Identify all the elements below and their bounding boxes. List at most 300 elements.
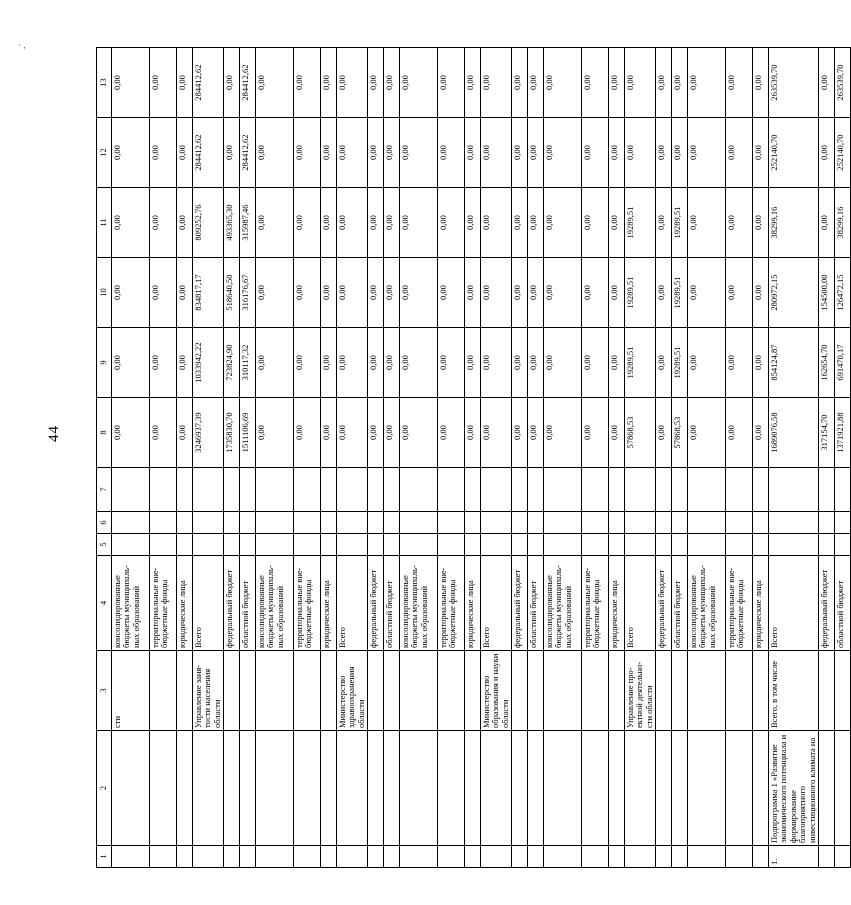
cell-value-col-10: 0,00	[321, 258, 337, 328]
cell-col-4: юридические лица	[321, 556, 337, 651]
cell-col-3	[294, 651, 321, 731]
cell-value-col-13: 0,00	[294, 48, 321, 118]
cell-col-5	[625, 534, 656, 556]
cell-col-1	[112, 846, 150, 868]
cell-col-2	[224, 731, 240, 846]
cell-value-col-12: 0,00	[400, 118, 438, 188]
cell-value-col-11: 0,00	[321, 188, 337, 258]
cell-col-3	[672, 651, 688, 731]
column-number-header: 6	[97, 512, 112, 534]
cell-col-5	[834, 534, 850, 556]
cell-col-2	[193, 731, 224, 846]
table-row	[337, 48, 368, 868]
column-number-header: 3	[97, 651, 112, 731]
table-row	[224, 48, 240, 868]
cell-col-2: Подпрограмма 1 «Развитие экономического потенциала и формирование благоприятного инвестиционного климата на	[769, 731, 819, 846]
cell-value-col-8: 0,00	[177, 398, 193, 468]
cell-value-col-12: 0,00	[438, 118, 465, 188]
cell-col-4: областной бюджет	[240, 556, 256, 651]
cell-value-col-13: 263539,70	[769, 48, 819, 118]
cell-value-col-11: 0,00	[384, 188, 400, 258]
cell-value-col-9: 0,00	[294, 328, 321, 398]
cell-value-col-12: 0,00	[368, 118, 384, 188]
cell-value-col-12: 0,00	[256, 118, 294, 188]
cell-col-2	[112, 731, 150, 846]
cell-value-col-13: 0,00	[384, 48, 400, 118]
cell-col-6	[834, 512, 850, 534]
cell-col-4: территориальные вне-бюджетные фонды	[294, 556, 321, 651]
cell-col-7	[294, 468, 321, 512]
cell-col-4: консолидированные бюджеты муниципаль-ных образований	[688, 556, 726, 651]
cell-value-col-12: 0,00	[337, 118, 368, 188]
cell-value-col-9: 0,00	[384, 328, 400, 398]
cell-value-col-11: 0,00	[256, 188, 294, 258]
cell-col-5	[656, 534, 672, 556]
cell-col-6	[177, 512, 193, 534]
table-row	[177, 48, 193, 868]
cell-value-col-11: 19289,51	[625, 188, 656, 258]
cell-value-col-9: 0,00	[688, 328, 726, 398]
cell-value-col-13: 0,00	[672, 48, 688, 118]
cell-value-col-13: 0,00	[753, 48, 769, 118]
cell-value-col-8: 0,00	[656, 398, 672, 468]
cell-value-col-13: 0,00	[726, 48, 753, 118]
cell-col-7	[224, 468, 240, 512]
cell-value-col-11: 315987,46	[240, 188, 256, 258]
cell-value-col-10: 0,00	[656, 258, 672, 328]
cell-value-col-10: 0,00	[688, 258, 726, 328]
cell-value-col-8: 1689076,58	[769, 398, 819, 468]
cell-col-5	[582, 534, 609, 556]
cell-value-col-13: 0,00	[818, 48, 834, 118]
cell-col-5	[753, 534, 769, 556]
cell-col-2	[512, 731, 528, 846]
cell-col-5	[481, 534, 512, 556]
cell-value-col-11: 0,00	[726, 188, 753, 258]
cell-value-col-9: 0,00	[512, 328, 528, 398]
cell-value-col-13: 0,00	[512, 48, 528, 118]
cell-value-col-9: 723824,90	[224, 328, 240, 398]
cell-col-6	[512, 512, 528, 534]
cell-value-col-13: 0,00	[256, 48, 294, 118]
cell-col-3	[256, 651, 294, 731]
column-number-header: 10	[97, 258, 112, 328]
cell-col-3	[726, 651, 753, 731]
cell-col-7	[193, 468, 224, 512]
cell-value-col-13: 284412,62	[240, 48, 256, 118]
cell-col-2	[481, 731, 512, 846]
cell-col-3	[400, 651, 438, 731]
cell-value-col-12: 284412,62	[193, 118, 224, 188]
cell-value-col-8: 0,00	[528, 398, 544, 468]
cell-value-col-8: 1511106,69	[240, 398, 256, 468]
cell-value-col-11: 809252,76	[193, 188, 224, 258]
cell-col-5	[688, 534, 726, 556]
cell-value-col-10: 0,00	[368, 258, 384, 328]
cell-value-col-12: 0,00	[112, 118, 150, 188]
table-row	[753, 48, 769, 868]
cell-col-4: федеральный бюджет	[368, 556, 384, 651]
cell-col-3: Министерство здравоохранения области	[337, 651, 368, 731]
cell-value-col-11: 38299,16	[834, 188, 850, 258]
cell-col-6	[294, 512, 321, 534]
cell-col-6	[609, 512, 625, 534]
cell-col-1	[465, 846, 481, 868]
cell-value-col-13: 0,00	[150, 48, 177, 118]
cell-col-5	[294, 534, 321, 556]
table-row	[769, 48, 819, 868]
cell-value-col-12: 0,00	[150, 118, 177, 188]
cell-col-4: юридические лица	[609, 556, 625, 651]
cell-value-col-12: 0,00	[294, 118, 321, 188]
cell-value-col-8: 0,00	[294, 398, 321, 468]
cell-col-2	[150, 731, 177, 846]
cell-col-5	[769, 534, 819, 556]
page-number: 44	[46, 425, 62, 442]
cell-col-6	[337, 512, 368, 534]
table-row	[150, 48, 177, 868]
cell-col-3	[384, 651, 400, 731]
cell-col-1	[672, 846, 688, 868]
cell-col-7	[384, 468, 400, 512]
cell-value-col-9: 0,00	[256, 328, 294, 398]
cell-value-col-12: 252140,70	[834, 118, 850, 188]
cell-value-col-13: 0,00	[224, 48, 240, 118]
cell-col-5	[818, 534, 834, 556]
cell-col-4: областной бюджет	[834, 556, 850, 651]
cell-col-3	[582, 651, 609, 731]
table-row	[726, 48, 753, 868]
cell-col-1	[656, 846, 672, 868]
cell-col-3: Всего, в том числе	[769, 651, 819, 731]
table-row	[609, 48, 625, 868]
cell-value-col-9: 854124,87	[769, 328, 819, 398]
cell-value-col-9: 19289,51	[625, 328, 656, 398]
cell-col-4: Всего	[481, 556, 512, 651]
cell-col-7	[582, 468, 609, 512]
cell-col-7	[769, 468, 819, 512]
column-number-header: 7	[97, 468, 112, 512]
cell-col-2	[240, 731, 256, 846]
cell-value-col-13: 284412,62	[193, 48, 224, 118]
cell-value-col-11: 493365,30	[224, 188, 240, 258]
cell-col-1	[193, 846, 224, 868]
cell-col-2	[400, 731, 438, 846]
cell-col-4: областной бюджет	[672, 556, 688, 651]
cell-col-2	[528, 731, 544, 846]
cell-col-1	[438, 846, 465, 868]
cell-value-col-9: 0,00	[368, 328, 384, 398]
cell-value-col-13: 0,00	[177, 48, 193, 118]
cell-value-col-11: 0,00	[465, 188, 481, 258]
column-number-header: 5	[97, 534, 112, 556]
table-row	[112, 48, 150, 868]
cell-col-3	[656, 651, 672, 731]
cell-value-col-8: 0,00	[384, 398, 400, 468]
table-row	[368, 48, 384, 868]
cell-value-col-13: 0,00	[656, 48, 672, 118]
cell-col-7	[688, 468, 726, 512]
cell-col-6	[672, 512, 688, 534]
cell-col-1	[625, 846, 656, 868]
cell-col-7	[400, 468, 438, 512]
cell-value-col-8: 0,00	[481, 398, 512, 468]
cell-value-col-8: 0,00	[438, 398, 465, 468]
cell-col-6	[193, 512, 224, 534]
cell-col-4: областной бюджет	[384, 556, 400, 651]
cell-value-col-11: 0,00	[656, 188, 672, 258]
cell-value-col-8: 57868,53	[625, 398, 656, 468]
cell-col-4: территориальные вне-бюджетные фонды	[582, 556, 609, 651]
cell-col-3	[753, 651, 769, 731]
cell-value-col-10: 0,00	[582, 258, 609, 328]
cell-col-5	[609, 534, 625, 556]
cell-col-3	[528, 651, 544, 731]
cell-col-7	[177, 468, 193, 512]
cell-col-4: Всего	[193, 556, 224, 651]
cell-col-6	[224, 512, 240, 534]
column-number-header: 11	[97, 188, 112, 258]
cell-value-col-8: 1371921,88	[834, 398, 850, 468]
cell-value-col-12: 0,00	[544, 118, 582, 188]
cell-col-7	[150, 468, 177, 512]
cell-col-1	[834, 846, 850, 868]
cell-value-col-11: 0,00	[609, 188, 625, 258]
cell-value-col-8: 57868,53	[672, 398, 688, 468]
cell-value-col-11: 0,00	[294, 188, 321, 258]
cell-col-3	[224, 651, 240, 731]
cell-value-col-9: 0,00	[321, 328, 337, 398]
cell-value-col-8: 1735830,70	[224, 398, 240, 468]
cell-col-1	[582, 846, 609, 868]
cell-value-col-9: 0,00	[582, 328, 609, 398]
cell-value-col-12: 0,00	[688, 118, 726, 188]
table-row	[384, 48, 400, 868]
cell-value-col-10: 19289,51	[672, 258, 688, 328]
table-row	[582, 48, 609, 868]
cell-col-7	[321, 468, 337, 512]
cell-col-1	[400, 846, 438, 868]
cell-col-7	[834, 468, 850, 512]
cell-value-col-12: 0,00	[224, 118, 240, 188]
cell-value-col-13: 0,00	[112, 48, 150, 118]
cell-col-2	[177, 731, 193, 846]
cell-value-col-9: 0,00	[656, 328, 672, 398]
cell-value-col-10: 0,00	[337, 258, 368, 328]
cell-value-col-8: 0,00	[256, 398, 294, 468]
cell-col-4: Всего	[769, 556, 819, 651]
cell-value-col-11: 0,00	[150, 188, 177, 258]
cell-value-col-11: 0,00	[688, 188, 726, 258]
cell-col-4: юридические лица	[753, 556, 769, 651]
cell-col-5	[321, 534, 337, 556]
budget-table	[96, 47, 851, 868]
cell-value-col-9: 0,00	[753, 328, 769, 398]
cell-value-col-13: 0,00	[582, 48, 609, 118]
cell-value-col-9: 310117,32	[240, 328, 256, 398]
cell-value-col-12: 0,00	[528, 118, 544, 188]
cell-value-col-8: 0,00	[582, 398, 609, 468]
cell-value-col-8: 0,00	[753, 398, 769, 468]
cell-col-5	[240, 534, 256, 556]
cell-value-col-13: 0,00	[400, 48, 438, 118]
cell-col-2	[818, 731, 834, 846]
cell-value-col-13: 0,00	[544, 48, 582, 118]
cell-value-col-10: 0,00	[256, 258, 294, 328]
table-row	[400, 48, 438, 868]
cell-col-5	[112, 534, 150, 556]
cell-col-4: территориальные вне-бюджетные фонды	[726, 556, 753, 651]
cell-value-col-9: 0,00	[481, 328, 512, 398]
cell-value-col-11: 38299,16	[769, 188, 819, 258]
cell-value-col-12: 0,00	[625, 118, 656, 188]
column-number-header: 2	[97, 731, 112, 846]
cell-value-col-9: 0,00	[528, 328, 544, 398]
cell-col-2	[321, 731, 337, 846]
cell-col-3	[465, 651, 481, 731]
cell-value-col-13: 0,00	[688, 48, 726, 118]
cell-value-col-13: 263539,70	[834, 48, 850, 118]
cell-value-col-11: 0,00	[400, 188, 438, 258]
cell-value-col-13: 0,00	[337, 48, 368, 118]
cell-value-col-12: 0,00	[321, 118, 337, 188]
cell-value-col-13: 0,00	[625, 48, 656, 118]
table-row	[465, 48, 481, 868]
cell-value-col-9: 691470,17	[834, 328, 850, 398]
column-number-header: 13	[97, 48, 112, 118]
cell-col-3	[438, 651, 465, 731]
cell-col-2	[656, 731, 672, 846]
cell-value-col-8: 0,00	[609, 398, 625, 468]
cell-value-col-10: 0,00	[384, 258, 400, 328]
cell-value-col-10: 19289,51	[625, 258, 656, 328]
cell-value-col-11: 0,00	[337, 188, 368, 258]
cell-value-col-9: 0,00	[465, 328, 481, 398]
cell-value-col-9: 0,00	[609, 328, 625, 398]
cell-col-3	[818, 651, 834, 731]
cell-value-col-8: 0,00	[150, 398, 177, 468]
cell-col-7	[481, 468, 512, 512]
cell-value-col-12: 252140,70	[769, 118, 819, 188]
cell-col-3: Управление про-ектной деятельно-сти области	[625, 651, 656, 731]
table-row	[481, 48, 512, 868]
cell-col-2	[256, 731, 294, 846]
cell-value-col-9: 0,00	[726, 328, 753, 398]
cell-col-5	[177, 534, 193, 556]
cell-value-col-10: 0,00	[294, 258, 321, 328]
cell-col-6	[656, 512, 672, 534]
cell-col-2	[465, 731, 481, 846]
table-row	[818, 48, 834, 868]
cell-value-col-10: 154500,00	[818, 258, 834, 328]
cell-col-1	[294, 846, 321, 868]
cell-col-6	[726, 512, 753, 534]
cell-col-1: 1.	[769, 846, 819, 868]
cell-value-col-9: 162654,70	[818, 328, 834, 398]
cell-col-1	[177, 846, 193, 868]
cell-col-4: Всего	[337, 556, 368, 651]
cell-value-col-12: 0,00	[582, 118, 609, 188]
cell-col-2	[688, 731, 726, 846]
cell-col-4: федеральный бюджет	[512, 556, 528, 651]
cell-col-3	[321, 651, 337, 731]
cell-value-col-9: 0,00	[438, 328, 465, 398]
table-row	[240, 48, 256, 868]
cell-col-6	[625, 512, 656, 534]
cell-value-col-8: 0,00	[726, 398, 753, 468]
cell-value-col-9: 0,00	[400, 328, 438, 398]
table-row	[512, 48, 528, 868]
cell-value-col-11: 0,00	[368, 188, 384, 258]
cell-value-col-9: 0,00	[150, 328, 177, 398]
cell-value-col-8: 0,00	[688, 398, 726, 468]
cell-col-7	[368, 468, 384, 512]
cell-col-5	[672, 534, 688, 556]
table-row	[193, 48, 224, 868]
cell-col-2	[384, 731, 400, 846]
cell-col-6	[465, 512, 481, 534]
cell-value-col-12: 0,00	[753, 118, 769, 188]
cell-col-6	[368, 512, 384, 534]
cell-col-6	[688, 512, 726, 534]
cell-col-3	[512, 651, 528, 731]
table-row	[656, 48, 672, 868]
cell-col-3	[544, 651, 582, 731]
cell-value-col-10: 0,00	[177, 258, 193, 328]
cell-col-5	[438, 534, 465, 556]
cell-value-col-12: 0,00	[384, 118, 400, 188]
cell-col-1	[512, 846, 528, 868]
cell-value-col-13: 0,00	[321, 48, 337, 118]
cell-col-2	[582, 731, 609, 846]
cell-value-col-8: 0,00	[400, 398, 438, 468]
cell-col-5	[528, 534, 544, 556]
column-number-header: 8	[97, 398, 112, 468]
cell-col-1	[321, 846, 337, 868]
cell-value-col-8: 3246937,39	[193, 398, 224, 468]
cell-col-4: юридические лица	[465, 556, 481, 651]
cell-col-3	[609, 651, 625, 731]
cell-value-col-10: 0,00	[753, 258, 769, 328]
column-number-header: 9	[97, 328, 112, 398]
cell-value-col-11: 0,00	[112, 188, 150, 258]
cell-col-1	[528, 846, 544, 868]
cell-col-3: Управление заня-тости населения области	[193, 651, 224, 731]
cell-col-4: областной бюджет	[528, 556, 544, 651]
cell-value-col-9: 19289,51	[672, 328, 688, 398]
cell-value-col-11: 0,00	[528, 188, 544, 258]
cell-value-col-12: 0,00	[818, 118, 834, 188]
cell-value-col-8: 0,00	[544, 398, 582, 468]
cell-col-3	[150, 651, 177, 731]
cell-value-col-9: 0,00	[177, 328, 193, 398]
cell-col-1	[337, 846, 368, 868]
cell-col-3	[177, 651, 193, 731]
cell-col-6	[321, 512, 337, 534]
table-row	[438, 48, 465, 868]
cell-value-col-10: 0,00	[481, 258, 512, 328]
cell-value-col-8: 0,00	[465, 398, 481, 468]
table-row	[688, 48, 726, 868]
cell-col-5	[368, 534, 384, 556]
cell-col-2	[625, 731, 656, 846]
cell-col-2	[294, 731, 321, 846]
cell-value-col-10: 0,00	[609, 258, 625, 328]
cell-col-4: Всего	[625, 556, 656, 651]
cell-value-col-8: 0,00	[321, 398, 337, 468]
cell-value-col-10: 0,00	[544, 258, 582, 328]
cell-col-6	[528, 512, 544, 534]
